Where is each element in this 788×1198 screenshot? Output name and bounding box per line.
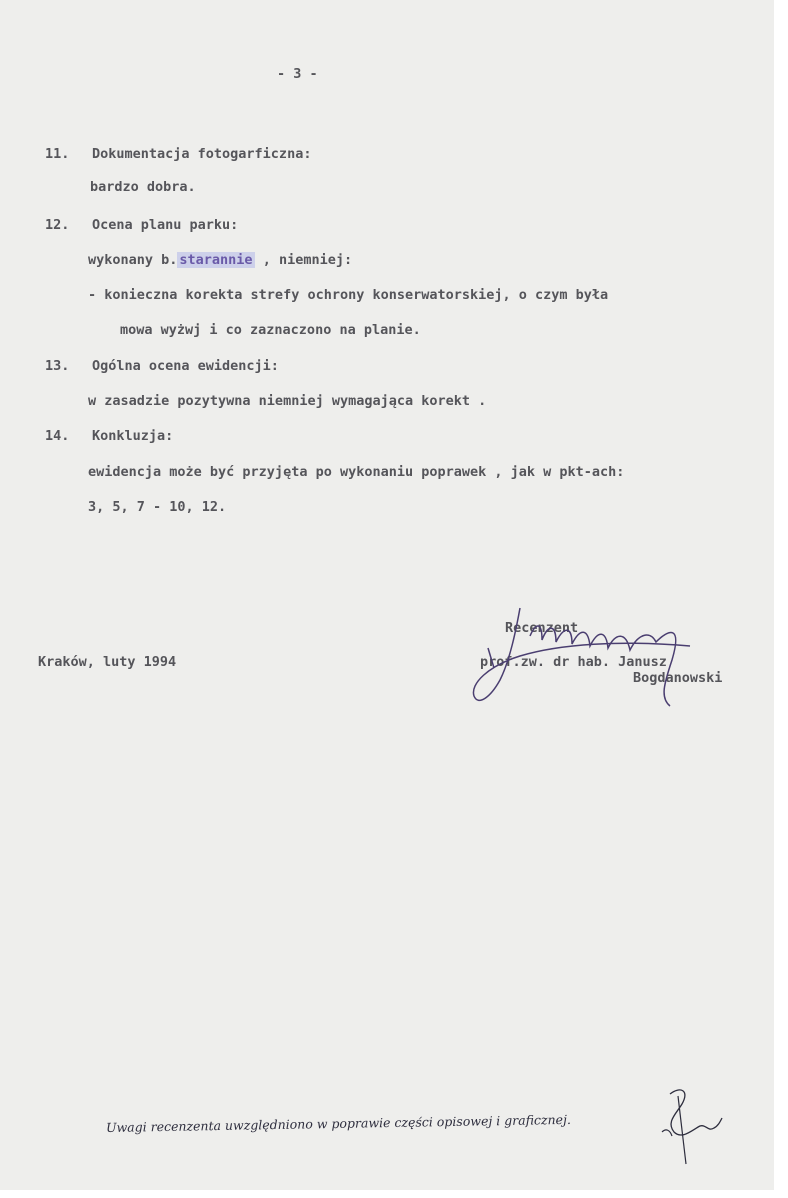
section-11-heading: Dokumentacja fotogarficzna: xyxy=(92,146,312,162)
section-13-body: w zasadzie pozytywna niemniej wymagająca korekt . xyxy=(88,393,487,409)
section-11-body: bardzo dobra. xyxy=(90,179,196,195)
place-date: Kraków, luty 1994 xyxy=(38,654,177,670)
section-13-number: 13. xyxy=(45,358,70,374)
section-12-body-prefix: wykonany b. xyxy=(88,252,178,268)
reviewer-name-line2: Bogdanowski xyxy=(633,670,723,686)
section-12-heading: Ocena planu parku: xyxy=(92,217,239,233)
reviewer-role: Recenzent xyxy=(505,620,579,636)
starannie-stamp: starannie xyxy=(179,252,253,268)
scan-edge-bottom xyxy=(0,1190,788,1198)
reviewer-name-line1: prof.zw. dr hab. Janusz xyxy=(480,654,667,670)
section-12-bullet-line1: - konieczna korekta strefy ochrony konserwatorskiej, o czym była xyxy=(88,287,609,303)
section-14-number: 14. xyxy=(45,428,70,444)
section-12-number: 12. xyxy=(45,217,70,233)
section-13-heading: Ogólna ocena ewidencji: xyxy=(92,358,279,374)
section-14-body-line2: 3, 5, 7 - 10, 12. xyxy=(88,499,227,515)
section-14-heading: Konkluzja: xyxy=(92,428,174,444)
handwritten-initials xyxy=(648,1082,728,1172)
page-number: - 3 - xyxy=(277,66,318,82)
section-12-bullet-line2: mowa wyżwj i co zaznaczono na planie. xyxy=(120,322,421,338)
section-12-body xyxy=(88,254,352,268)
section-11-number: 11. xyxy=(45,146,70,162)
handwritten-note: Uwagi recenzenta uwzględniono w poprawie części opisowej i graficznej. xyxy=(105,1111,571,1135)
scan-edge-right xyxy=(774,0,788,1198)
section-12-body-suffix: , niemniej: xyxy=(254,252,353,268)
section-14-body-line1: ewidencja może być przyjęta po wykonaniu poprawek , jak w pkt-ach: xyxy=(88,464,625,480)
handwritten-signature xyxy=(460,600,700,720)
